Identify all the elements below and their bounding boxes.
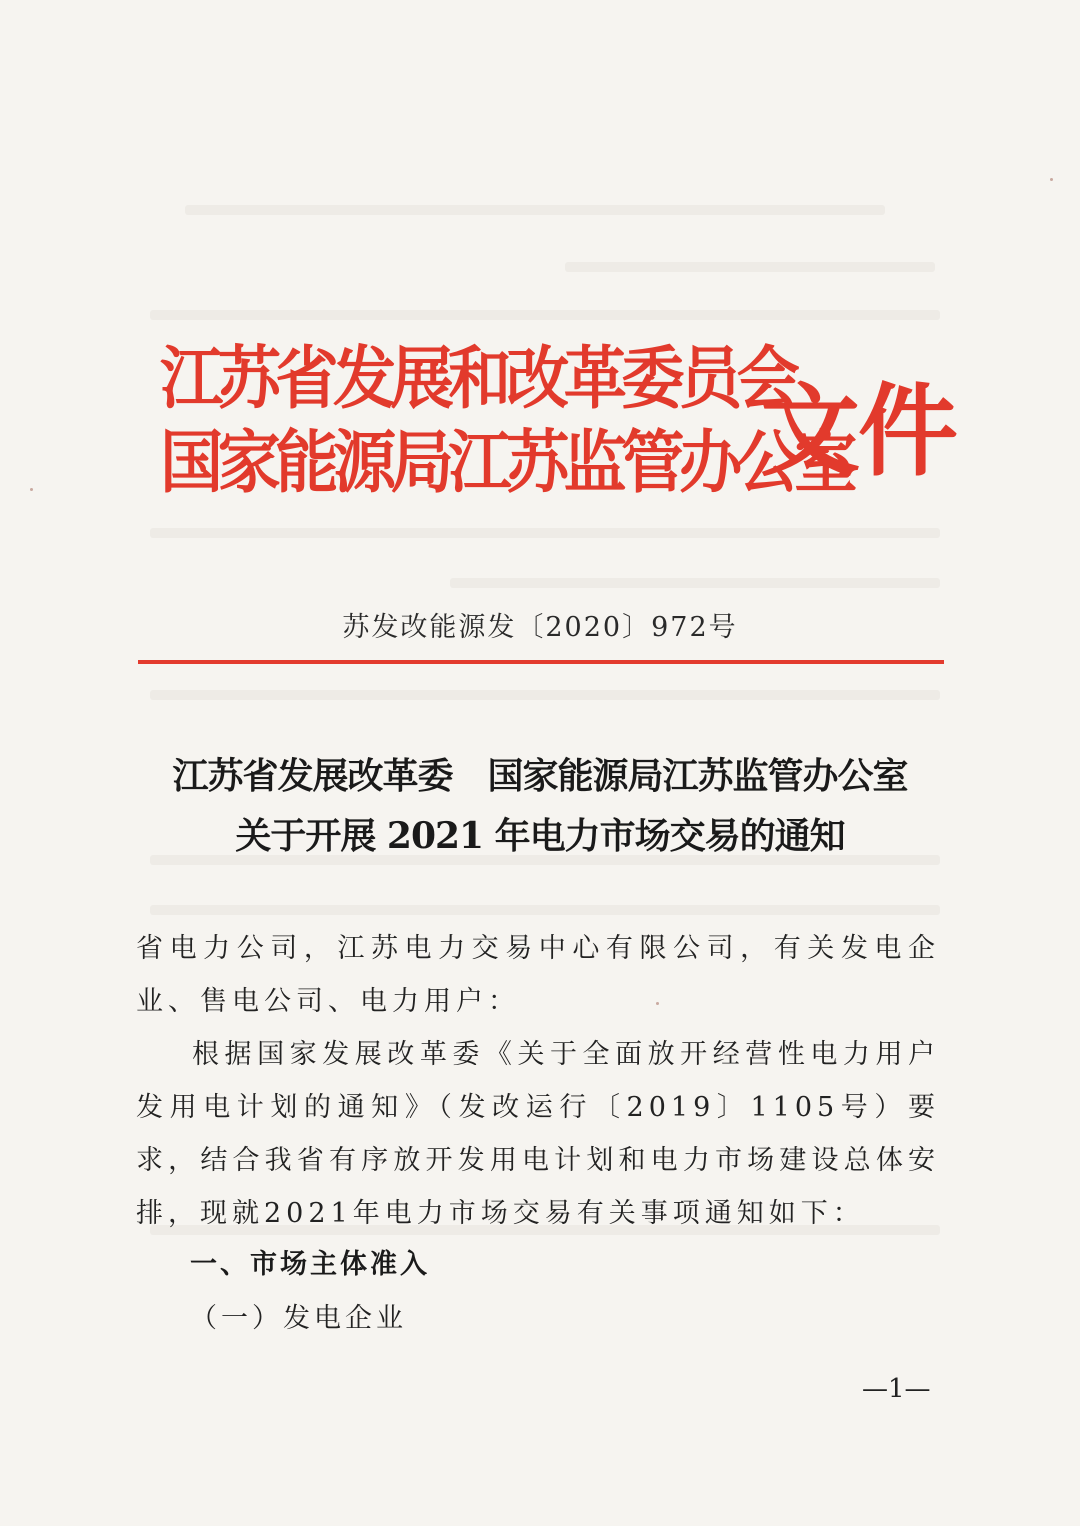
document-number: 苏发改能源发〔2020〕972号	[342, 612, 738, 643]
body-paragraph-1: 根据国家发展改革委《关于全面放开经营性电力用户发用电计划的通知》（发改运行〔2019〕1105号）要求，结合我省有序放开发用电计划和电力市场建设总体安排，现就2021年电力市场交易有关事项通知如下：	[136, 1039, 940, 1229]
title-line-2: 关于开展 2021 年电力市场交易的通知	[235, 815, 845, 857]
title-line-1: 江苏省发展改革委 国家能源局江苏监管办公室	[172, 755, 908, 797]
show-through-line	[150, 528, 940, 538]
subsection-heading-1: （一）发电企业	[190, 1303, 407, 1334]
document-type-label: 文件	[760, 373, 956, 490]
paper-speck	[30, 488, 33, 491]
issuer-header	[160, 338, 852, 506]
paper-speck	[656, 1002, 659, 1005]
addressee: 省电力公司，江苏电力交易中心有限公司，有关发电企业、售电公司、电力用户：	[136, 933, 940, 1017]
section-heading-1: 一、市场主体准入	[190, 1249, 430, 1280]
show-through-line	[565, 262, 935, 272]
paper-speck	[1050, 178, 1053, 181]
red-divider	[138, 660, 944, 664]
show-through-line	[450, 578, 940, 588]
page-number: —1—	[862, 1374, 931, 1404]
show-through-line	[150, 690, 940, 700]
issuer-line-2: 国家能源局江苏监管办公室	[160, 424, 852, 503]
show-through-line	[150, 905, 940, 915]
show-through-line	[150, 310, 940, 320]
issuer-line-1: 江苏省发展和改革委员会	[160, 340, 795, 419]
show-through-line	[185, 205, 885, 215]
